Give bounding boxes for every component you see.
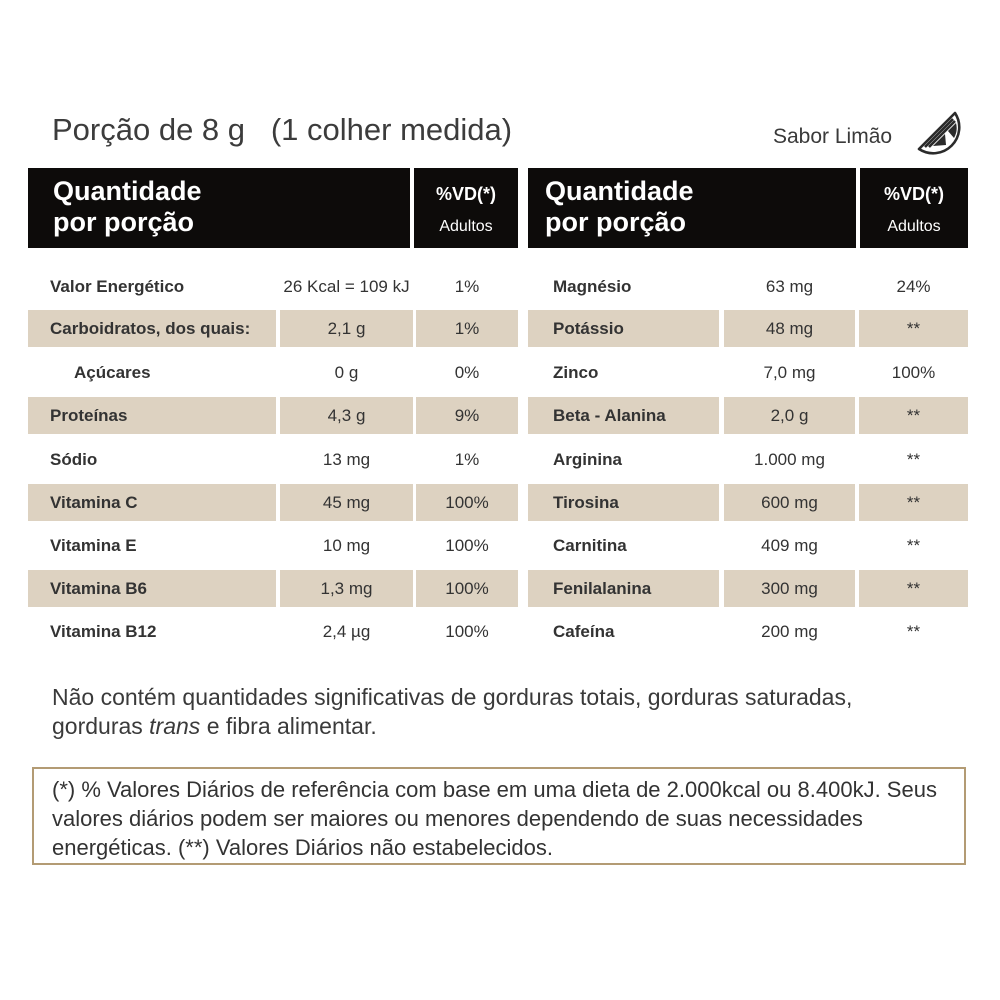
nutrient-amount: 2,1 g xyxy=(280,310,413,347)
nutrient-vd: 1% xyxy=(454,449,480,469)
note-text-end: e fibra alimentar. xyxy=(200,713,377,739)
nutrient-name: Açúcares xyxy=(74,362,151,382)
nutrient-name: Proteínas xyxy=(50,405,128,425)
nutrient-name: Carnitina xyxy=(553,535,627,555)
nutrient-vd: ** xyxy=(906,621,921,641)
header-title-line2: por porção xyxy=(53,207,195,237)
nutrient-amount: 2,0 g xyxy=(724,397,855,434)
nutrient-name: Vitamina B6 xyxy=(50,578,148,598)
nutrient-amount: 63 mg xyxy=(765,276,814,296)
vd-label: %VD(*) xyxy=(883,184,944,204)
note-text: Não contém quantidades significativas de gorduras totais, gorduras saturadas, gorduras xyxy=(52,684,853,739)
nutrient-name: Beta - Alanina xyxy=(553,405,666,425)
nutrient-name: Zinco xyxy=(553,362,599,382)
portion-size: Porção de 8 g (1 colher medida) xyxy=(52,112,513,147)
nutrition-note xyxy=(52,683,872,741)
table-row-shade xyxy=(528,397,719,434)
nutrient-vd: 1% xyxy=(416,310,518,347)
left-header-title xyxy=(28,168,410,248)
nutrient-vd: ** xyxy=(859,397,968,434)
nutrient-name: Potássio xyxy=(553,318,624,338)
nutrient-vd: 1% xyxy=(454,276,480,296)
vd-label: %VD(*) xyxy=(435,184,496,204)
nutrient-name: Vitamina B12 xyxy=(50,621,157,641)
nutrient-amount: 10 mg xyxy=(322,535,371,555)
left-header-vd xyxy=(414,168,518,248)
nutrient-vd: ** xyxy=(859,484,968,521)
nutrient-name: Cafeína xyxy=(553,621,615,641)
nutrient-vd: 100% xyxy=(445,535,489,555)
nutrient-vd: 24% xyxy=(896,276,931,296)
nutrient-vd: ** xyxy=(906,449,921,469)
nutrient-amount: 1,3 mg xyxy=(280,570,413,607)
lemon-slice-icon xyxy=(915,109,963,157)
nutrient-name: Magnésio xyxy=(553,276,632,296)
nutrient-amount: 2,4 µg xyxy=(322,621,371,641)
nutrient-vd: 0% xyxy=(454,362,480,382)
nutrient-vd: ** xyxy=(859,310,968,347)
header-title-line1: Quantidade xyxy=(53,176,202,206)
nutrient-amount: 1.000 mg xyxy=(754,449,825,469)
nutrient-name: Fenilalanina xyxy=(553,578,652,598)
vd-sub-label: Adultos xyxy=(887,218,941,235)
nutrient-amount: 48 mg xyxy=(724,310,855,347)
table-row-shade xyxy=(528,484,719,521)
right-header-title xyxy=(528,168,856,248)
nutrient-amount: 600 mg xyxy=(724,484,855,521)
nutrient-name: Vitamina C xyxy=(50,492,138,512)
note-italic-text: trans xyxy=(149,713,201,739)
nutrient-name: Valor Energético xyxy=(50,276,185,296)
nutrient-name: Arginina xyxy=(553,449,622,469)
nutrient-name: Carboidratos, dos quais: xyxy=(50,318,251,338)
nutrient-name: Sódio xyxy=(50,449,98,469)
nutrient-vd: ** xyxy=(906,535,921,555)
nutrient-vd: 100% xyxy=(416,484,518,521)
nutrient-vd: 100% xyxy=(445,621,489,641)
right-header-vd xyxy=(860,168,968,248)
nutrient-vd: ** xyxy=(859,570,968,607)
table-row-shade xyxy=(28,397,276,434)
table-row-shade xyxy=(528,310,719,347)
flavor-label: Sabor Limão xyxy=(773,125,893,148)
table-row-shade xyxy=(28,310,276,347)
header-title-line2: por porção xyxy=(545,207,687,237)
nutrient-name: Vitamina E xyxy=(50,535,137,555)
nutrient-amount: 13 mg xyxy=(322,449,371,469)
nutrient-amount: 7,0 mg xyxy=(763,362,816,382)
nutrient-amount: 4,3 g xyxy=(280,397,413,434)
nutrient-name: Tirosina xyxy=(553,492,619,512)
daily-values-footnote: (*) % Valores Diários de referência com base em uma dieta de 2.000kcal ou 8.400kJ. Seus valores diários podem ser maiores ou menores dependendo de suas necessidades energéticas. (**) Valores Diários não estabelecidos. xyxy=(32,767,966,865)
nutrient-vd: 100% xyxy=(416,570,518,607)
nutrient-amount: 300 mg xyxy=(724,570,855,607)
nutrient-amount: 26 Kcal = 109 kJ xyxy=(283,276,410,296)
table-row-shade xyxy=(28,484,276,521)
nutrient-vd: 100% xyxy=(891,362,936,382)
nutrient-vd: 9% xyxy=(416,397,518,434)
nutrient-amount: 200 mg xyxy=(761,621,818,641)
table-row-shade xyxy=(28,570,276,607)
header-title-line1: Quantidade xyxy=(545,176,694,206)
table-row-shade xyxy=(528,570,719,607)
nutrient-amount: 0 g xyxy=(334,362,359,382)
nutrient-amount: 409 mg xyxy=(761,535,818,555)
nutrient-amount: 45 mg xyxy=(280,484,413,521)
vd-sub-label: Adultos xyxy=(439,218,493,235)
